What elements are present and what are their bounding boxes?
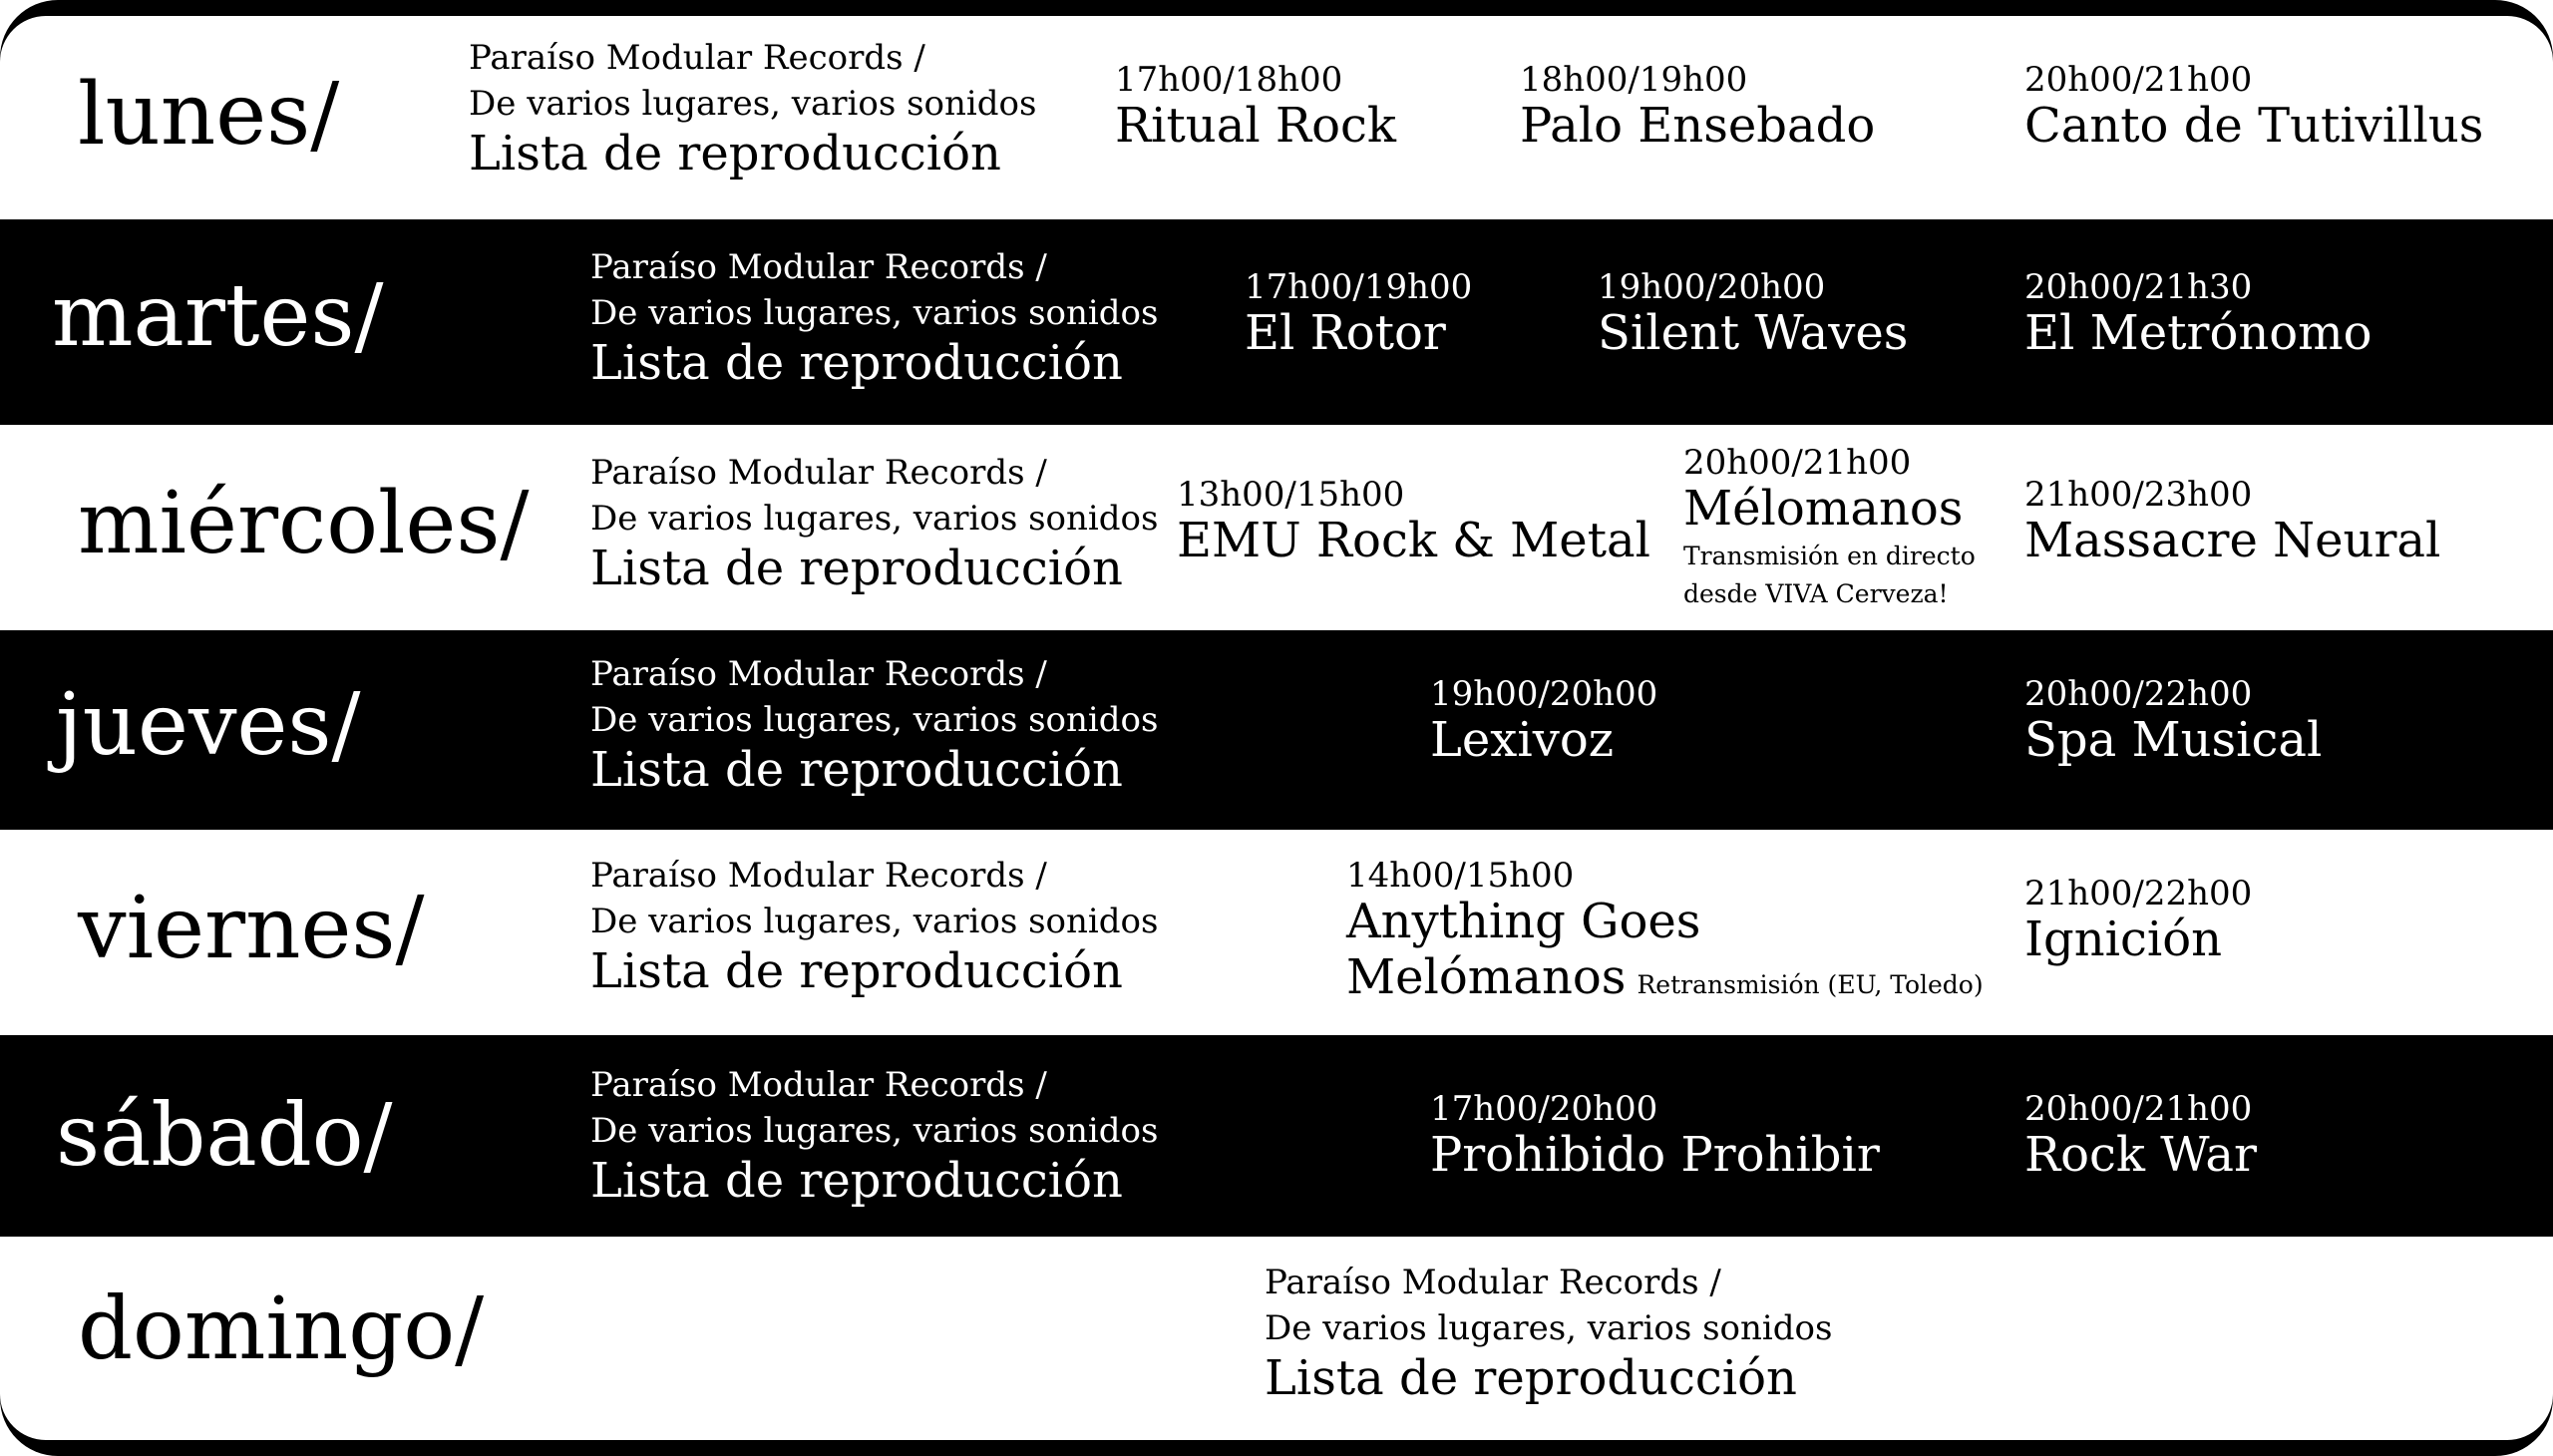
label-line1: Paraíso Modular Records /: [1265, 1263, 1721, 1302]
show-slot: [2024, 876, 2252, 968]
show-slot: [1115, 62, 1396, 155]
playlist-block: [590, 245, 1158, 390]
show-slot: [2024, 269, 2372, 362]
playlist-title: Lista de reproducción: [590, 1152, 1123, 1209]
label-line2: De varios lugares, varios sonidos: [1265, 1307, 1833, 1348]
playlist-title: Lista de reproducción: [469, 125, 1001, 182]
day-label: jueves/: [56, 675, 361, 775]
show-slot: [1177, 477, 1650, 569]
show-time: 14h00/15h00: [1346, 856, 1575, 896]
show-time: 20h00/21h00: [2024, 1089, 2253, 1129]
show-time: 20h00/21h30: [2024, 267, 2253, 307]
show-name-secondary: Melómanos: [1346, 948, 1627, 1005]
day-label: viernes/: [78, 879, 425, 978]
show-name: Rock War: [2024, 1127, 2257, 1184]
playlist-block: [590, 1063, 1158, 1208]
show-note-line2: desde VIVA Cerveza!: [1683, 579, 1949, 609]
show-name: Lexivoz: [1430, 712, 1615, 769]
show-name: Palo Ensebado: [1520, 98, 1876, 155]
show-time: 20h00/21h00: [2024, 60, 2253, 100]
show-time: 20h00/22h00: [2024, 674, 2253, 714]
show-slot: [2024, 1091, 2257, 1184]
show-time: 20h00/21h00: [1683, 443, 1912, 483]
label-line1: Paraíso Modular Records /: [590, 1065, 1047, 1105]
show-name: Massacre Neural: [2024, 513, 2441, 569]
label-line2: De varios lugares, varios sonidos: [590, 498, 1159, 539]
playlist-block: [590, 451, 1158, 595]
day-label: miércoles/: [78, 474, 530, 573]
show-time: 17h00/19h00: [1245, 267, 1473, 307]
show-slot: [1520, 62, 1875, 155]
row-tuesday: [0, 219, 2553, 425]
playlist-title: Lista de reproducción: [590, 741, 1123, 798]
playlist-block: [469, 36, 1036, 181]
show-slot: [1598, 269, 1908, 362]
show-time: 13h00/15h00: [1177, 475, 1405, 515]
show-name: Ignición: [2024, 911, 2222, 968]
show-name: Anything Goes: [1346, 894, 1701, 950]
show-name: El Metrónomo: [2024, 305, 2372, 362]
playlist-block: [590, 652, 1158, 797]
playlist-block: [590, 854, 1158, 998]
label-line2: De varios lugares, varios sonidos: [590, 699, 1159, 740]
label-line2: De varios lugares, varios sonidos: [469, 83, 1037, 124]
show-name: Canto de Tutivillus: [2024, 98, 2484, 155]
show-slot: [1346, 858, 1984, 1005]
show-name: Mélomanos: [1683, 481, 1964, 538]
show-slot: [2024, 62, 2483, 155]
label-line1: Paraíso Modular Records /: [590, 654, 1047, 694]
show-name: Silent Waves: [1598, 305, 1909, 362]
playlist-block: [1265, 1261, 1832, 1405]
playlist-title: Lista de reproducción: [590, 942, 1123, 999]
show-note-line1: Transmisión en directo: [1683, 541, 1976, 570]
show-name: EMU Rock & Metal: [1177, 513, 1650, 569]
show-slot: [1430, 1091, 1880, 1184]
show-time: 21h00/23h00: [2024, 475, 2253, 515]
row-friday: [0, 830, 2553, 1035]
show-time: 19h00/20h00: [1598, 267, 1826, 307]
label-line2: De varios lugares, varios sonidos: [590, 901, 1159, 941]
show-name: El Rotor: [1245, 305, 1446, 362]
label-line1: Paraíso Modular Records /: [590, 247, 1047, 287]
show-slot: [2024, 477, 2440, 569]
show-time: 17h00/20h00: [1430, 1089, 1658, 1129]
show-slot: [1683, 445, 1976, 614]
show-name: Prohibido Prohibir: [1430, 1127, 1880, 1184]
label-line1: Paraíso Modular Records /: [590, 453, 1047, 493]
row-wednesday: [0, 425, 2553, 630]
label-line2: De varios lugares, varios sonidos: [590, 1110, 1159, 1151]
label-line1: Paraíso Modular Records /: [469, 38, 925, 78]
row-saturday: [0, 1035, 2553, 1237]
show-slot: [1430, 676, 1657, 769]
show-time: 17h00/18h00: [1115, 60, 1343, 100]
show-name: Ritual Rock: [1115, 98, 1396, 155]
show-slot: [2024, 676, 2322, 769]
label-line2: De varios lugares, varios sonidos: [590, 292, 1159, 333]
show-time: 21h00/22h00: [2024, 874, 2253, 913]
playlist-title: Lista de reproducción: [590, 334, 1123, 391]
day-label: domingo/: [78, 1279, 485, 1379]
show-note: Retransmisión (EU, Toledo): [1637, 969, 1984, 999]
row-thursday: [0, 630, 2553, 830]
label-line1: Paraíso Modular Records /: [590, 856, 1047, 896]
day-label: martes/: [52, 266, 384, 366]
day-label: sábado/: [56, 1086, 393, 1186]
show-time: 18h00/19h00: [1520, 60, 1748, 100]
show-time: 19h00/20h00: [1430, 674, 1658, 714]
playlist-title: Lista de reproducción: [590, 540, 1123, 596]
show-slot: [1245, 269, 1472, 362]
playlist-title: Lista de reproducción: [1265, 1349, 1797, 1406]
row-sunday: [0, 1237, 2553, 1440]
row-monday: [0, 16, 2553, 219]
show-name: Spa Musical: [2024, 712, 2323, 769]
day-label: lunes/: [78, 65, 340, 165]
